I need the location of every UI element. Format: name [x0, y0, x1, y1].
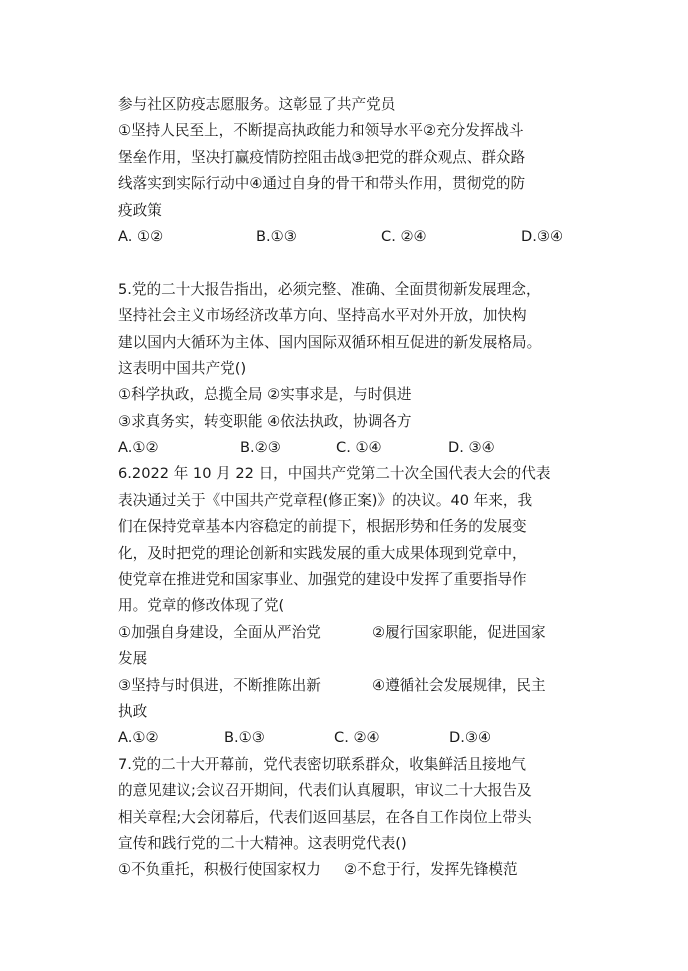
q6-option-row [118, 673, 580, 699]
q6-choices [118, 725, 580, 751]
q6-line: 表决通过关于《中国共产党章程(修正案)》的决议。40 年来，我 [118, 491, 533, 509]
q6-option-2-cont: 发展 [118, 650, 148, 668]
q4-choice-c: C. ②④ [381, 227, 427, 245]
q6-option-row [118, 620, 580, 646]
document-body [118, 92, 580, 884]
q4-line: 参与社区防疫志愿服务。这彰显了共产党员 [118, 96, 396, 113]
q5-line: 坚持社会主义市场经济改革方向、坚持高水平对外开放，加快构 [118, 307, 527, 325]
q7-option-row [118, 857, 580, 883]
q6-option-2: ②履行国家职能，促进国家 [372, 623, 546, 641]
q6-option-4: ④遵循社会发展规律，民主 [372, 676, 546, 694]
q6-line: 们在保持党章基本内容稳定的前提下，根据形势和任务的发展变 [118, 518, 527, 536]
q5-choice-b: B.②③ [240, 439, 281, 457]
q6-line: 用。党章的修改体现了党( [118, 597, 285, 615]
q4-line: 疫政策 [118, 201, 162, 219]
q5-choice-a: A.①② [118, 439, 159, 457]
q5-choice-d: D. ③④ [448, 439, 495, 457]
q4-choices [118, 224, 580, 250]
q4-choice-b: B.①③ [256, 227, 297, 245]
q5-option-row: ③求真务实，转变职能 ④依法执政，协调各方 [118, 412, 412, 430]
q5-choice-c: C. ①④ [336, 439, 382, 457]
q6-line: 使党章在推进党和国家事业、加强党的建设中发挥了重要指导作 [118, 571, 527, 589]
q6-choice-b: B.①③ [224, 729, 265, 747]
q7-option-1: ①不负重托，积极行使国家权力 [118, 861, 321, 879]
q7-line: 的意见建议;会议召开期间，代表们认真履职，审议二十大报告及 [118, 782, 532, 800]
q5-option-row: ①科学执政，总揽全局 ②实事求是，与时俱进 [118, 386, 412, 404]
q7-line: 宣传和践行党的二十大精神。这表明党代表() [118, 834, 407, 852]
q4-line: ①坚持人民至上，不断提高执政能力和领导水平②充分发挥战斗 [118, 122, 524, 140]
q7-option-2: ②不怠于行，发挥先锋模范 [344, 861, 518, 879]
q6-option-1: ①加强自身建设，全面从严治党 [118, 623, 321, 641]
q6-option-4-cont: 执政 [118, 702, 148, 720]
q5-line: 5.党的二十大报告指出，必须完整、准确、全面贯彻新发展理念， [118, 280, 541, 298]
q7-line: 相关章程;大会闭幕后，代表们返回基层，在各自工作岗位上带头 [118, 808, 532, 826]
q4-line: 线落实到实际行动中④通过自身的骨干和带头作用，贯彻党的防 [118, 175, 526, 193]
q5-line: 这表明中国共产党() [118, 359, 247, 377]
q4-choice-d: D.③④ [521, 227, 564, 245]
q6-line: 6.2022 年 10 月 22 日，中国共产党第二十次全国代表大会的代表 [118, 465, 551, 483]
paragraph-gap [118, 250, 580, 276]
q6-option-3: ③坚持与时俱进，不断推陈出新 [118, 676, 321, 694]
q5-line: 建以国内大循环为主体、国内国际双循环相互促进的新发展格局。 [118, 333, 542, 351]
q7-line: 7.党的二十大开幕前，党代表密切联系群众，收集鲜活且接地气 [118, 755, 526, 773]
q5-choices [118, 435, 580, 461]
q4-line: 堡垒作用，坚决打赢疫情防控阻击战③把党的群众观点、群众路 [118, 148, 526, 166]
q6-choice-d: D.③④ [449, 729, 492, 747]
q6-choice-a: A.①② [118, 729, 159, 747]
q6-choice-c: C. ②④ [334, 729, 380, 747]
q4-choice-a: A. ①② [118, 227, 164, 245]
q6-line: 化，及时把党的理论创新和实践发展的重大成果体现到党章中， [118, 544, 527, 562]
